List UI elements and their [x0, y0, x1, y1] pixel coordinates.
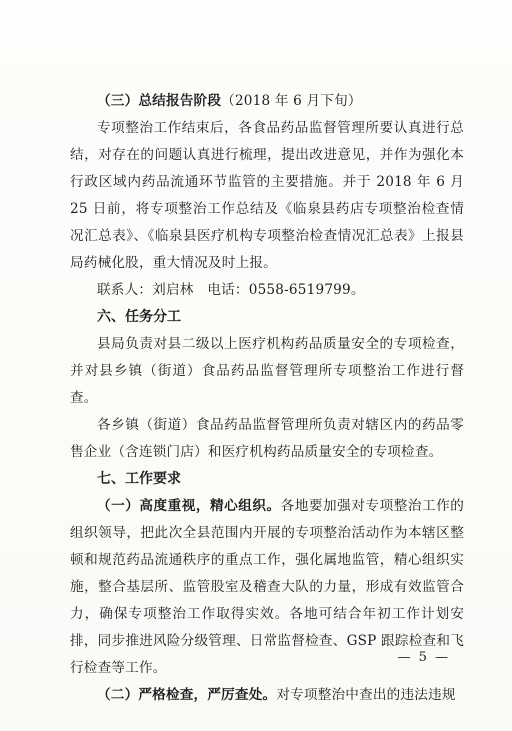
- paragraph-tasks-township: 各乡镇（街道）食品药品监督管理所负责对辖区内的药品零售企业（含连锁门店）和医疗机构药品质量安全的专项检查。: [70, 417, 464, 460]
- section-heading-stage3-date: （2018 年 6 月下旬）: [221, 93, 362, 109]
- section-heading-stage3-bold: （三）总结报告阶段: [97, 93, 222, 109]
- requirement-2-text: 对专项整治中查出的违法违规: [276, 687, 456, 703]
- section-heading-tasks: 六、任务分工: [97, 309, 181, 325]
- requirement-1-lead: （一）高度重视，精心组织。: [97, 498, 281, 514]
- requirement-2-lead: （二）严格检查，严厉查处。: [97, 687, 277, 703]
- section-heading-requirements: 七、工作要求: [97, 471, 181, 487]
- paragraph-contact: 联系人：刘启林 电话：0558-6519799。: [97, 282, 365, 298]
- section-heading-stage3: [70, 88, 464, 115]
- paragraph-requirement-2: [70, 682, 464, 709]
- paragraph-stage3-summary: 专项整治工作结束后，各食品药品监督管理所要认真进行总结，对存在的问题认真进行梳理，提出改进意见，并作为强化本行政区域内药品流通环节监管的主要措施。并于 2018 年 6 月 25 日前，将专项整治工作总结及《临泉县药店专项整治检查情况汇总表》、《临泉县医疗机构专项整治检查情况汇总表》上报县局药械化股，重大情况及时上报。: [70, 120, 464, 271]
- paragraph-tasks-county: 县局负责对县二级以上医疗机构药品质量安全的专项检查，并对县乡镇（街道）食品药品监督管理所专项整治工作进行督查。: [70, 336, 464, 406]
- page-number: — 5 —: [397, 650, 450, 665]
- requirement-1-text: 各地要加强对专项整治工作的组织领导，把此次全县范围内开展的专项整治活动作为本辖区整顿和规范药品流通秩序的重点工作，强化属地监管，精心组织实施，整合基层所、监管股室及稽查大队的力量，形成有效监管合力，确保专项整治工作取得实效。各地可结合年初工作计划安排，同步推进风险分级管理、日常监督检查、GSP 跟踪检查和飞行检查等工作。: [70, 498, 464, 676]
